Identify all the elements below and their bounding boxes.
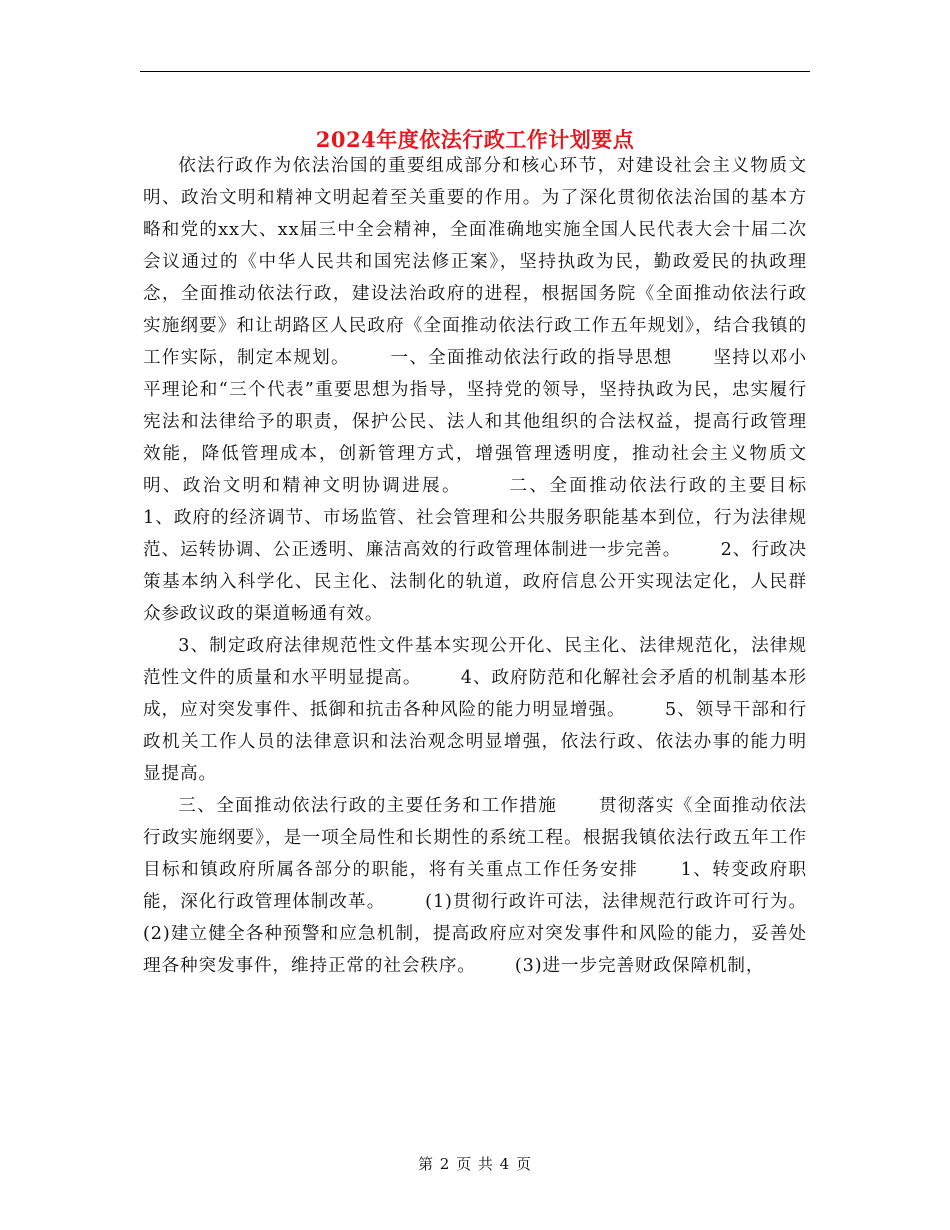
document-body bbox=[143, 150, 846, 982]
page-number: 第 2 页 共 4 页 bbox=[418, 1155, 532, 1173]
document-title: 2024年度依法行政工作计划要点 bbox=[315, 127, 635, 153]
header-rule bbox=[140, 71, 810, 72]
paragraph-2: 3、制定政府法律规范性文件基本实现公开化、民主化、法律规范化，法律规范性文件的质量和水平明显提高。 4、政府防范和化解社会矛盾的机制基本形成，应对突发事件、抵御和抗击各种风险的能力明显增强。 5、领导干部和行政机关工作人员的法律意识和法治观念明显增强，依法行政、依法办事的能力明显提高。 bbox=[143, 636, 807, 784]
paragraph-3: 三、全面推动依法行政的主要任务和工作措施 贯彻落实《全面推动依法行政实施纲要》，是一项全局性和长期性的系统工程。根据我镇依法行政五年工作目标和镇政府所属各部分的职能，将有关重点工作任务安排 1、转变政府职能，深化行政管理体制改革。 (1)贯彻行政许可法，法律规范行政许可行为。 (2)建立健全各种预警和应急机制，提高政府应对突发事件和风险的能力，妥善处理各种突发事件，维持正常的社会秩序。 (3)进一步完善财政保障机制， bbox=[143, 796, 846, 976]
paragraph-1: 依法行政作为依法治国的重要组成部分和核心环节，对建设社会主义物质文明、政治文明和精神文明起着至关重要的作用。为了深化贯彻依法治国的基本方略和党的xx大、xx届三中全会精神，全面准确地实施全国人民代表大会十届二次会议通过的《中华人民共和国宪法修正案》，坚持执政为民，勤政爱民的执政理念，全面推动依法行政，建设法治政府的进程，根据国务院《全面推动依法行政实施纲要》和让胡路区人民政府《全面推动依法行政工作五年规划》，结合我镇的工作实际，制定本规划。 一、全面推动依法行政的指导思想 坚持以邓小平理论和“三个代表”重要思想为指导，坚持党的领导，坚持执政为民，忠实履行宪法和法律给予的职责，保护公民、法人和其他组织的合法权益，提高行政管理效能，降低管理成本，创新管理方式，增强管理透明度，推动社会主义物质文明、政治文明和精神文明协调进展。 二、全面推动依法行政的主要目标 1、政府的经济调节、市场监管、社会管理和公共服务职能基本到位，行为法律规范、运转协调、公正透明、廉洁高效的行政管理体制进一步完善。 2、行政决策基本纳入科学化、民主化、法制化的轨道，政府信息公开实现法定化，人民群众参政议政的渠道畅通有效。 bbox=[143, 156, 846, 624]
